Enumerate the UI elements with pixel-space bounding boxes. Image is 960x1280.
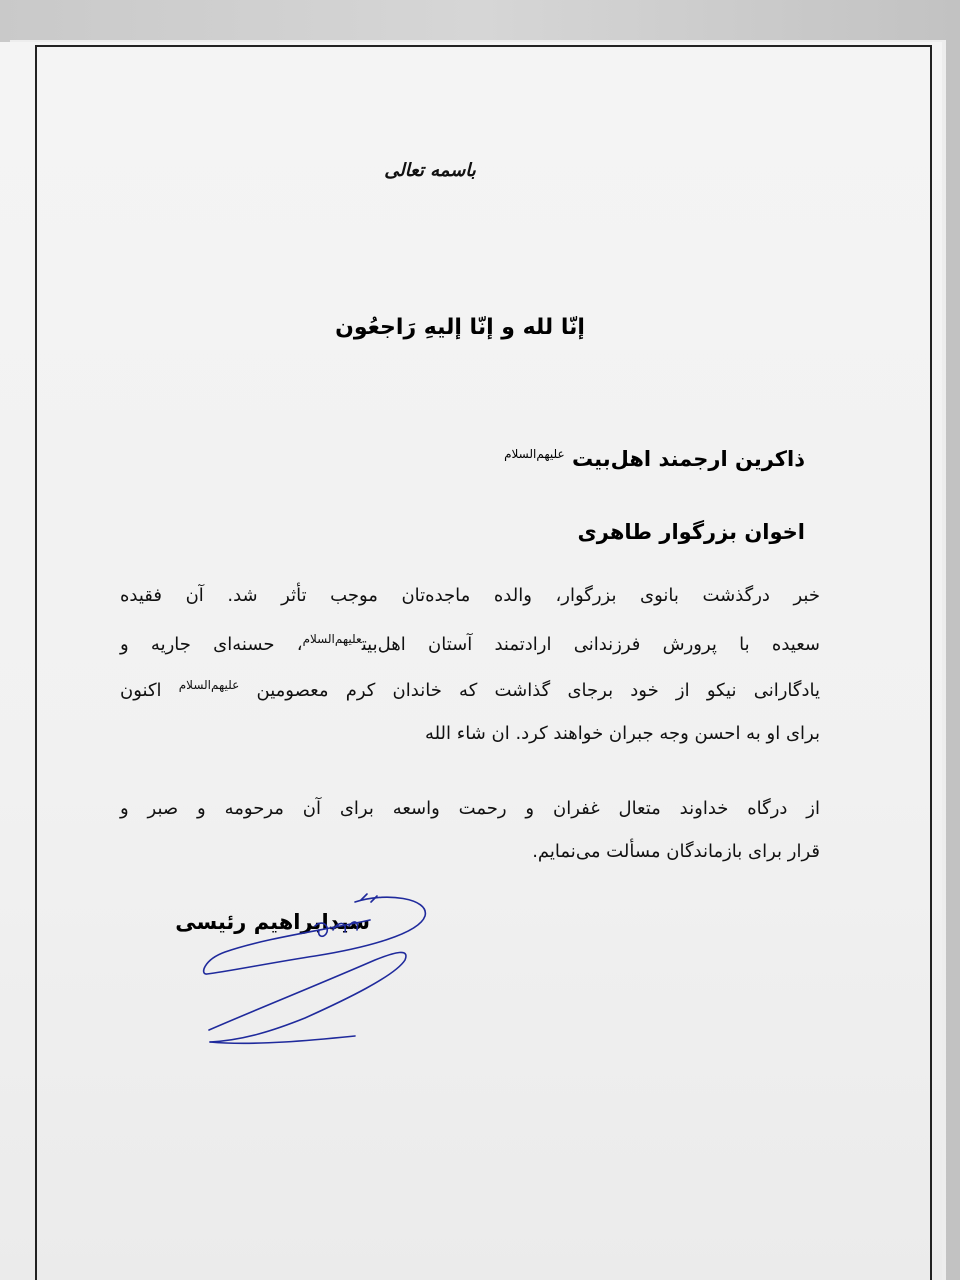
line-3-text-a: یادگارانی نیکو از خود برجای گذاشت که خاندان کرم معصومین [256, 680, 820, 701]
honorific-superscript: علیهم‌السلام [504, 447, 565, 461]
invocation-heading: باسمه تعالی [384, 160, 476, 181]
paragraph-2-line-2: قرار برای بازماندگان مسألت می‌نمایم. [532, 841, 820, 862]
handwritten-signature [195, 890, 440, 1050]
paragraph-1 [120, 585, 820, 765]
signer-name: سیدابراهیم رئیسی [175, 910, 370, 934]
quran-verse: إنّا لله و إنّا إلیهِ رَاجعُون [335, 315, 585, 340]
line-3-text-b: اکنون [120, 680, 162, 701]
paragraph-1-line-4: برای او به احسن وجه جبران خواهند کرد. ان شاء الله [424, 723, 820, 744]
paragraph-2-line-1: از درگاه خداوند متعال غفران و رحمت واسعه برای آن مرحومه و صبر و [120, 798, 820, 819]
addressee-line-2: اخوان بزرگوار طاهری [577, 520, 805, 544]
paragraph-2 [120, 798, 820, 878]
line-2-text-a: سعیده با پرورش فرزندانی ارادتمند آستان اهل‌بیت [361, 634, 820, 655]
honorific-superscript: علیهم‌السلام [302, 632, 362, 646]
paragraph-1-line-3 [120, 678, 820, 708]
addressee-line-1 [305, 447, 805, 471]
honorific-superscript: علیهم‌السلام [178, 678, 240, 692]
paragraph-1-line-2 [120, 632, 820, 662]
paragraph-1-line-1: خبر درگذشت بانوی بزرگوار، والده ماجده‌تان موجب تأثر شد. آن فقیده [120, 585, 820, 606]
addressee-text: ذاکرین ارجمند اهل‌بیت [571, 447, 805, 471]
line-2-text-b: ، حسنه‌ای جاریه و [120, 634, 303, 655]
